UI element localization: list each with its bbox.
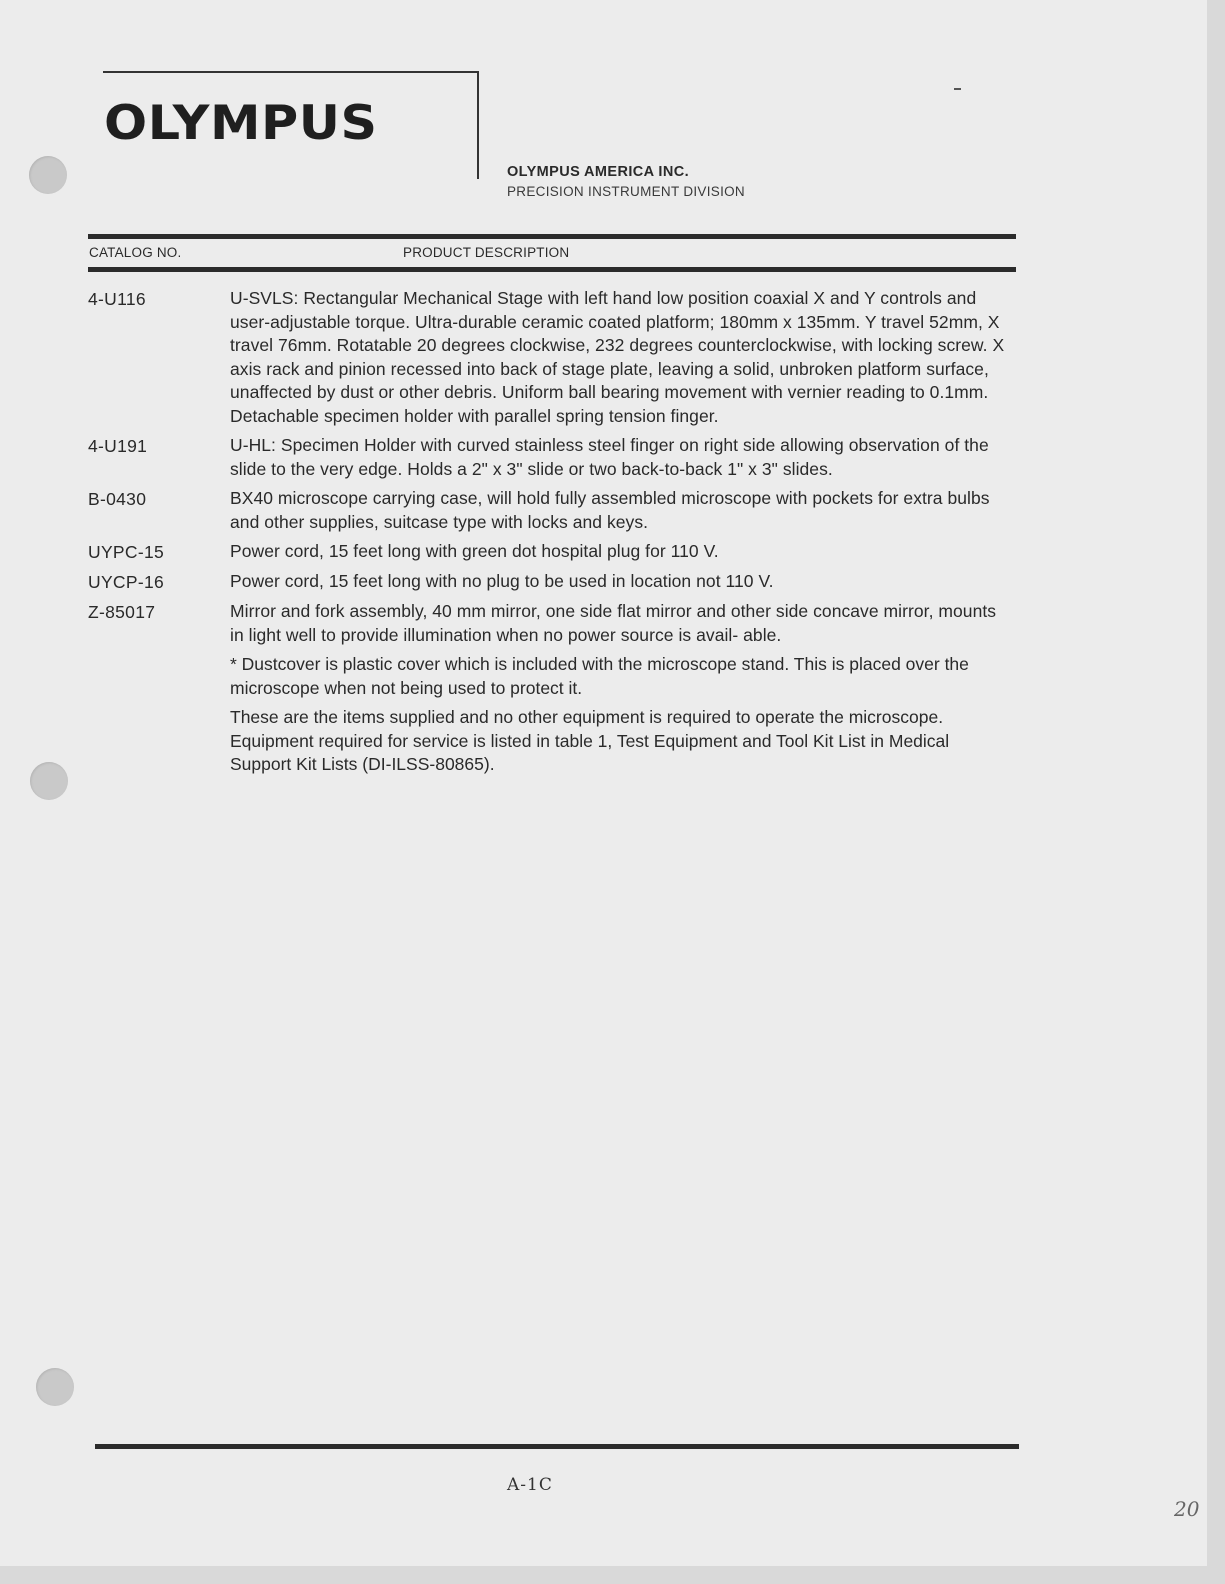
table-row bbox=[88, 434, 1008, 481]
catalog-number: 4-U116 bbox=[88, 289, 146, 309]
footer-rule bbox=[95, 1444, 1019, 1449]
stray-mark bbox=[954, 88, 961, 90]
product-description: Power cord, 15 feet long with green dot hospital plug for 110 V. bbox=[230, 541, 719, 561]
catalog-number: UYCP-16 bbox=[88, 572, 165, 592]
punch-hole-middle bbox=[30, 762, 68, 800]
catalog-number: 4-U191 bbox=[88, 436, 148, 456]
product-description: BX40 microscope carrying case, will hold fully assembled microscope with pockets for extra bulbs and other supplies, suitcase type with locks and keys. bbox=[230, 488, 990, 532]
header-rule-vertical bbox=[477, 71, 479, 179]
product-description: U-HL: Specimen Holder with curved stainless steel finger on right side allowing observation of the slide to the very edge. Holds a 2" x 3" slide or two back-to-back 1" x 3" slides. bbox=[230, 435, 989, 479]
table-header-rule-bottom bbox=[88, 267, 1016, 272]
table-header-rule-top bbox=[88, 234, 1016, 239]
handwritten-mark: 20 bbox=[1174, 1497, 1200, 1521]
product-description: Power cord, 15 feet long with no plug to be used in location not 110 V. bbox=[230, 571, 774, 591]
table-row bbox=[88, 287, 1008, 428]
table-row bbox=[88, 570, 1008, 594]
catalog-number: Z-85017 bbox=[88, 602, 156, 622]
company-name: OLYMPUS AMERICA INC. bbox=[507, 164, 690, 180]
division-name: PRECISION INSTRUMENT DIVISION bbox=[507, 184, 745, 199]
supplied-items-note: These are the items supplied and no other equipment is required to operate the microscope. Equipment required for service is listed in table 1, Test Equipment and Tool Kit List in Medical Support Kit Lists (DI-ILSS-80865). bbox=[230, 707, 950, 774]
column-header-catalog: CATALOG NO. bbox=[89, 245, 182, 260]
product-table bbox=[88, 287, 1008, 783]
column-header-description: PRODUCT DESCRIPTION bbox=[403, 245, 570, 260]
catalog-number: B-0430 bbox=[88, 489, 147, 509]
olympus-logo: OLYMPUS bbox=[104, 96, 378, 151]
table-row bbox=[88, 487, 1008, 534]
product-description: U-SVLS: Rectangular Mechanical Stage with left hand low position coaxial X and Y controls and user-adjustable torque. Ultra-durable ceramic coated platform; 180mm x 135mm. Y travel 52mm, X travel 76mm. Rotatable 20 degrees clockwise, 232 degrees counterclockwise, with locking screw. X axis rack and pinion recessed into back of stage plate, leaving a solid, unbroken platform surface, unaffected by dust or other debris. Uniform ball bearing movement with vernier reading to 0.1mm. Detachable specimen holder with parallel spring tension finger. bbox=[230, 288, 1005, 426]
product-description: Mirror and fork assembly, 40 mm mirror, one side flat mirror and other side concave mirror, mounts in light well to provide illumination when no power source is avail- able. bbox=[230, 601, 997, 645]
header-rule-horizontal bbox=[103, 71, 478, 73]
table-row bbox=[88, 600, 1008, 647]
page-number: A-1C bbox=[507, 1475, 553, 1495]
dustcover-note: * Dustcover is plastic cover which is included with the microscope stand. This is placed over the microscope when not being used to protect it. bbox=[230, 654, 969, 698]
table-row bbox=[88, 540, 1008, 564]
punch-hole-top bbox=[29, 156, 67, 194]
punch-hole-bottom bbox=[36, 1368, 74, 1406]
catalog-number: UYPC-15 bbox=[88, 542, 165, 562]
